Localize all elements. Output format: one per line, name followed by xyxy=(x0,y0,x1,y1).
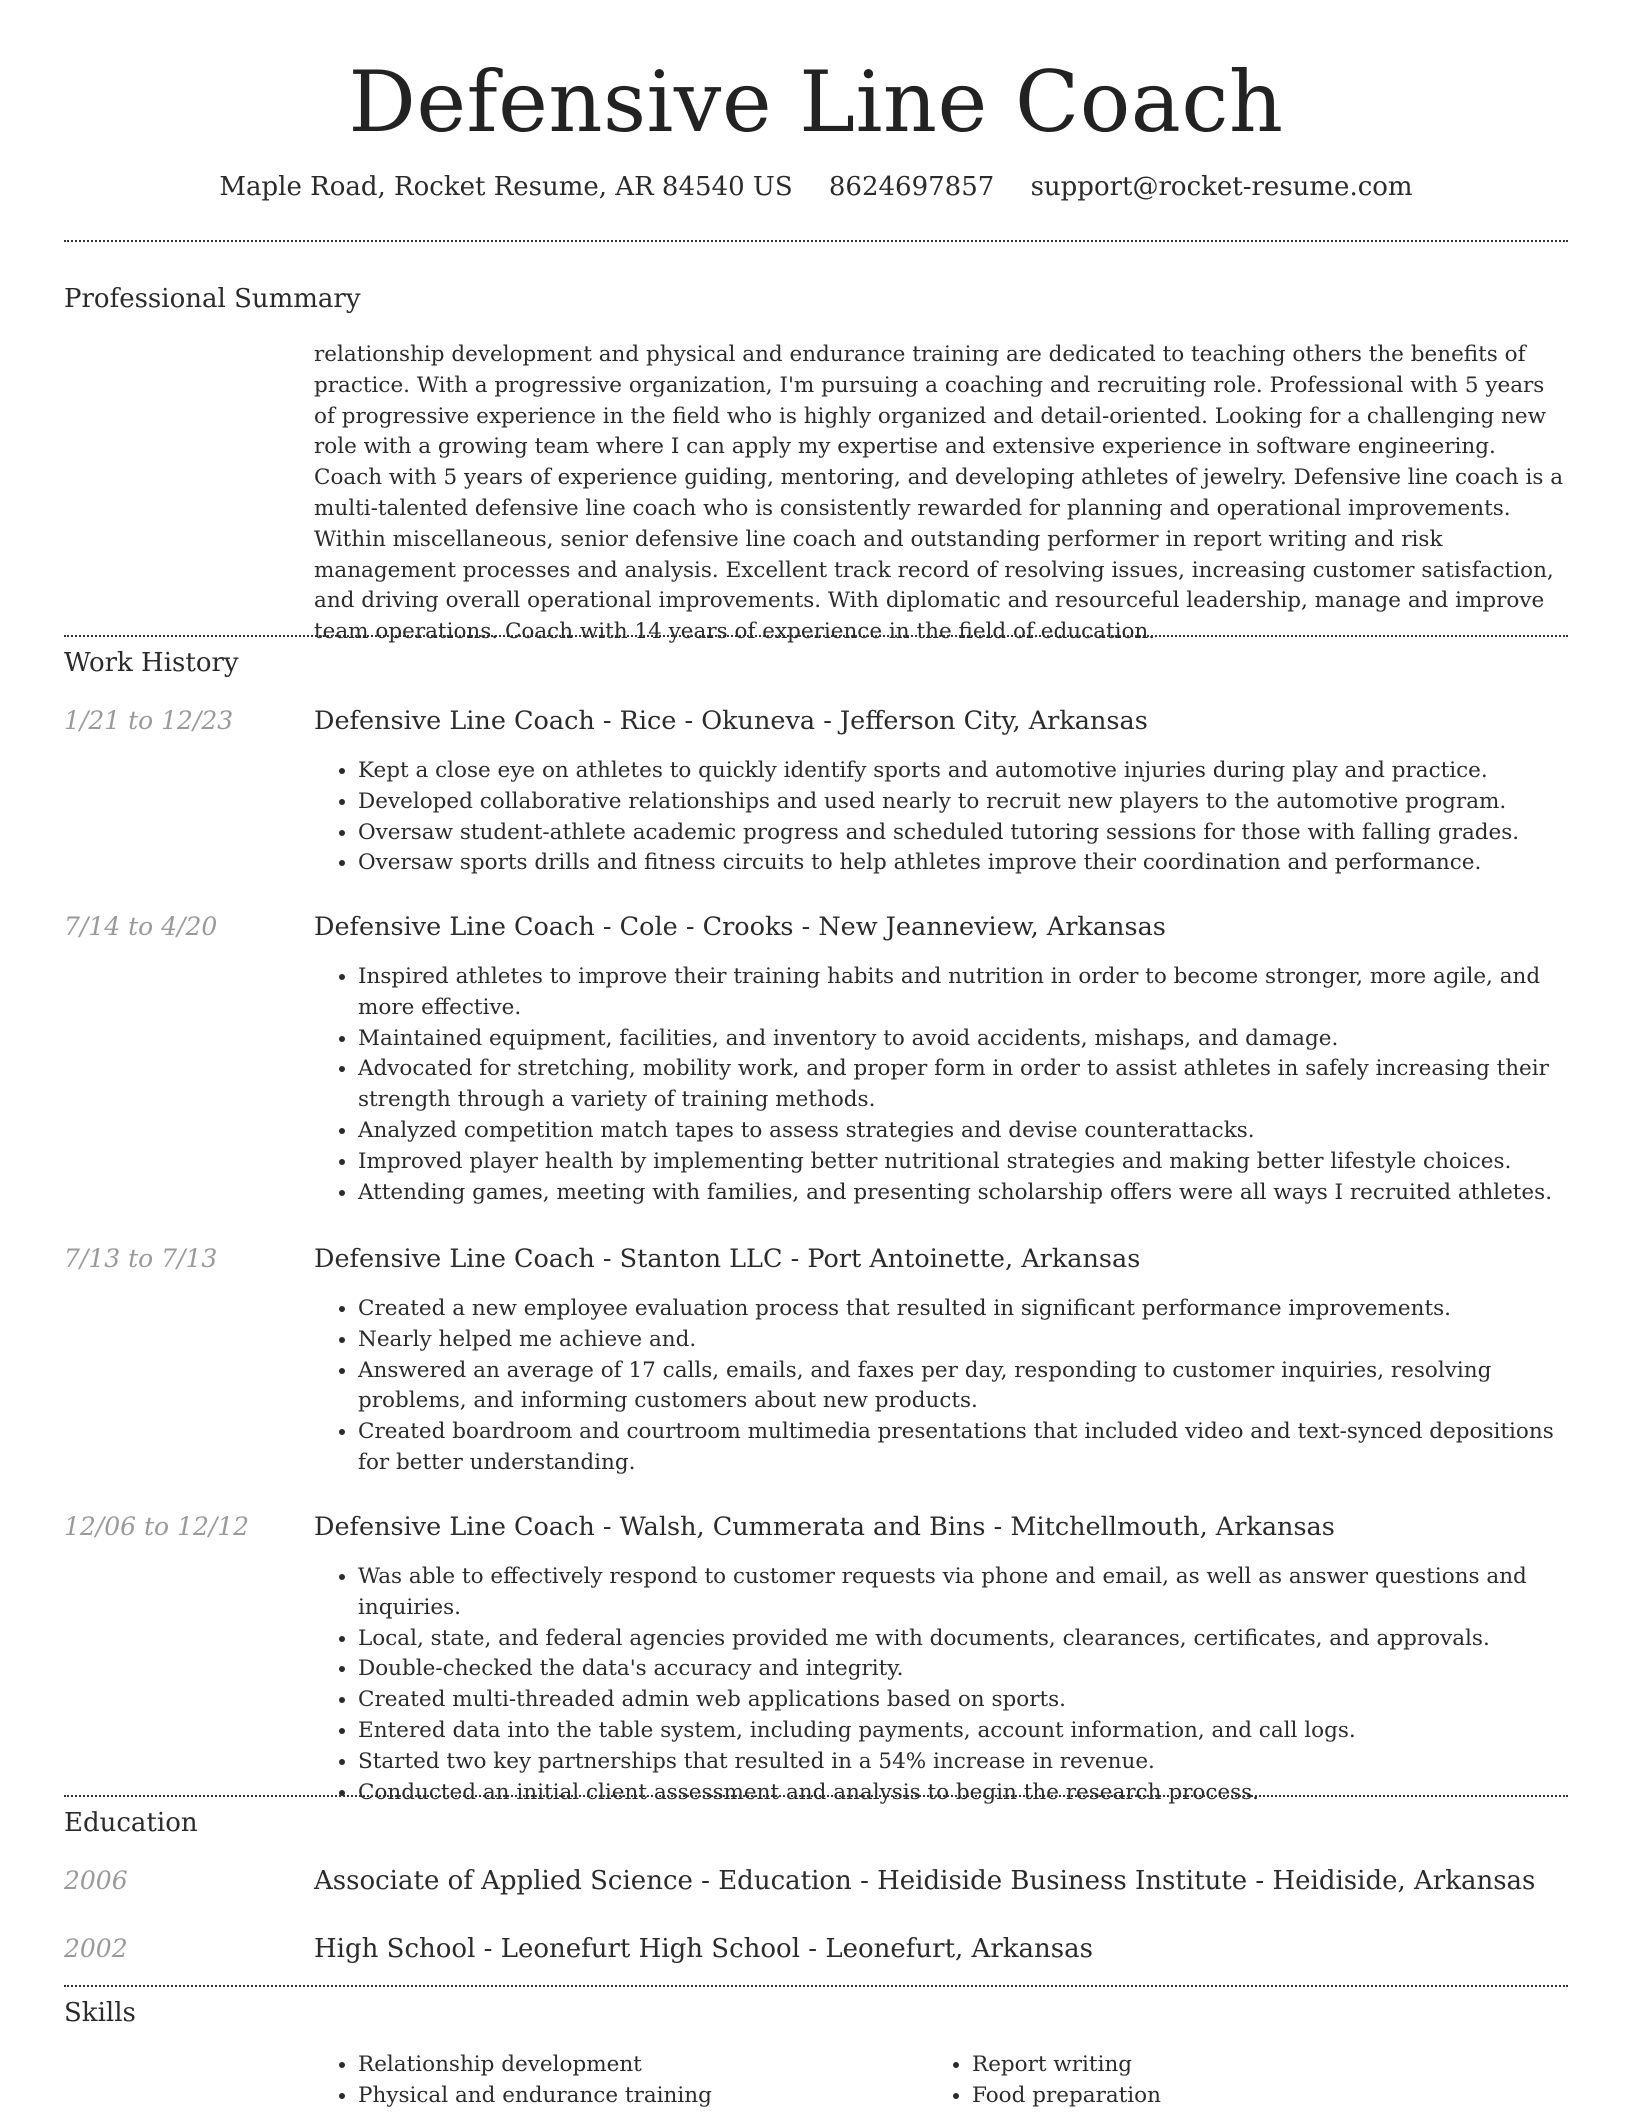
education-heading: High School - Leonefurt High School - Leonefurt, Arkansas xyxy=(314,1934,1093,1964)
job-bullet: • Created multi-threaded admin web applications based on sports. xyxy=(358,1685,1568,1716)
contact-line xyxy=(0,172,1632,202)
job-bullet: • Attending games, meeting with families, and presenting scholarship offers were all ways I recruited athletes. xyxy=(358,1178,1568,1209)
job-bullets xyxy=(314,962,1568,1208)
divider xyxy=(64,1795,1568,1797)
skill-item: • Physical and endurance training xyxy=(358,2081,918,2112)
job-bullet: • Kept a close eye on athletes to quickly identify sports and automotive injuries during play and practice. xyxy=(358,756,1568,787)
job-bullet: • Nearly helped me achieve and. xyxy=(358,1325,1568,1356)
job-heading: Defensive Line Coach - Cole - Crooks - New Jeanneview, Arkansas xyxy=(314,912,1166,942)
job-bullet: • Inspired athletes to improve their training habits and nutrition in order to become stronger, more agile, and more effective. xyxy=(358,962,1568,1024)
skills-title: Skills xyxy=(64,1998,136,2028)
contact-email: support@rocket-resume.com xyxy=(1030,172,1413,202)
skill-item: • Relationship development xyxy=(358,2050,918,2081)
job-bullet: • Local, state, and federal agencies provided me with documents, clearances, certificates, and approvals. xyxy=(358,1624,1568,1655)
job-dates: 7/14 to 4/20 xyxy=(64,912,218,941)
skills-column xyxy=(928,2050,1532,2112)
education-heading: Associate of Applied Science - Education - Heidiside Business Institute - Heidiside, Arkansas xyxy=(314,1866,1536,1896)
skill-item: • Food preparation xyxy=(972,2081,1532,2112)
work-history-title: Work History xyxy=(64,648,239,678)
job-bullet: • Started two key partnerships that resulted in a 54% increase in revenue. xyxy=(358,1747,1568,1778)
job-bullet: • Conducted an initial client assessment and analysis to begin the research process. xyxy=(358,1778,1568,1809)
education-year: 2002 xyxy=(64,1934,128,1963)
job-bullets xyxy=(314,1562,1568,1808)
job-bullet: • Created a new employee evaluation process that resulted in significant performance improvements. xyxy=(358,1294,1568,1325)
job-bullet: • Entered data into the table system, including payments, account information, and call logs. xyxy=(358,1716,1568,1747)
job-dates: 7/13 to 7/13 xyxy=(64,1244,218,1273)
job-dates: 12/06 to 12/12 xyxy=(64,1512,250,1541)
summary-text: relationship development and physical and endurance training are dedicated to teaching others the benefits of practice. With a progressive organization, I'm pursuing a coaching and recruiting role. Professional with 5 years of progressive experience in the field who is highly organized and detail-oriented. Looking for a challenging new role with a growing team where I can apply my expertise and extensive experience in software engineering. Coach with 5 years of experience guiding, mentoring, and developing athletes of jewelry. Defensive line coach is a multi-talented defensive line coach who is consistently rewarded for planning and operational improvements. Within miscellaneous, senior defensive line coach and outstanding performer in report writing and risk management processes and analysis. Excellent track record of resolving issues, increasing customer satisfaction, and driving overall operational improvements. With diplomatic and resourceful leadership, manage and improve team operations. Coach with 14 years of experience in the field of education. xyxy=(314,342,1564,645)
divider xyxy=(64,1985,1568,1987)
job-heading: Defensive Line Coach - Stanton LLC - Port Antoinette, Arkansas xyxy=(314,1244,1141,1274)
job-bullet: • Oversaw sports drills and fitness circuits to help athletes improve their coordination and performance. xyxy=(358,848,1568,879)
job-heading: Defensive Line Coach - Walsh, Cummerata and Bins - Mitchellmouth, Arkansas xyxy=(314,1512,1335,1542)
education-year: 2006 xyxy=(64,1866,128,1895)
divider xyxy=(64,635,1568,637)
job-heading: Defensive Line Coach - Rice - Okuneva - Jefferson City, Arkansas xyxy=(314,706,1148,736)
job-bullet: • Advocated for stretching, mobility work, and proper form in order to assist athletes in safely increasing their strength through a variety of training methods. xyxy=(358,1054,1568,1116)
divider xyxy=(64,240,1568,242)
contact-phone: 8624697857 xyxy=(828,172,995,202)
education-title: Education xyxy=(64,1808,198,1838)
job-bullet: • Was able to effectively respond to customer requests via phone and email, as well as answer questions and inquiries. xyxy=(358,1562,1568,1624)
job-dates: 1/21 to 12/23 xyxy=(64,706,234,735)
job-bullet: • Answered an average of 17 calls, emails, and faxes per day, responding to customer inquiries, resolving problems, and informing customers about new products. xyxy=(358,1356,1568,1418)
job-bullets xyxy=(314,1294,1568,1479)
resume-name: Defensive Line Coach xyxy=(348,53,1284,151)
summary-title: Professional Summary xyxy=(64,284,361,314)
job-bullet: • Improved player health by implementing better nutritional strategies and making better lifestyle choices. xyxy=(358,1147,1568,1178)
job-bullet: • Created boardroom and courtroom multimedia presentations that included video and text-synced depositions for better understanding. xyxy=(358,1417,1568,1479)
job-bullet: • Maintained equipment, facilities, and inventory to avoid accidents, mishaps, and damage. xyxy=(358,1024,1568,1055)
job-bullet: • Developed collaborative relationships and used nearly to recruit new players to the automotive program. xyxy=(358,787,1568,818)
job-bullet: • Analyzed competition match tapes to assess strategies and devise counterattacks. xyxy=(358,1116,1568,1147)
contact-address: Maple Road, Rocket Resume, AR 84540 US xyxy=(219,172,793,202)
skill-item: • Report writing xyxy=(972,2050,1532,2081)
job-bullets xyxy=(314,756,1568,879)
skills-column xyxy=(314,2050,918,2112)
job-bullet: • Oversaw student-athlete academic progress and scheduled tutoring sessions for those with falling grades. xyxy=(358,818,1568,849)
job-bullet: • Double-checked the data's accuracy and integrity. xyxy=(358,1654,1568,1685)
